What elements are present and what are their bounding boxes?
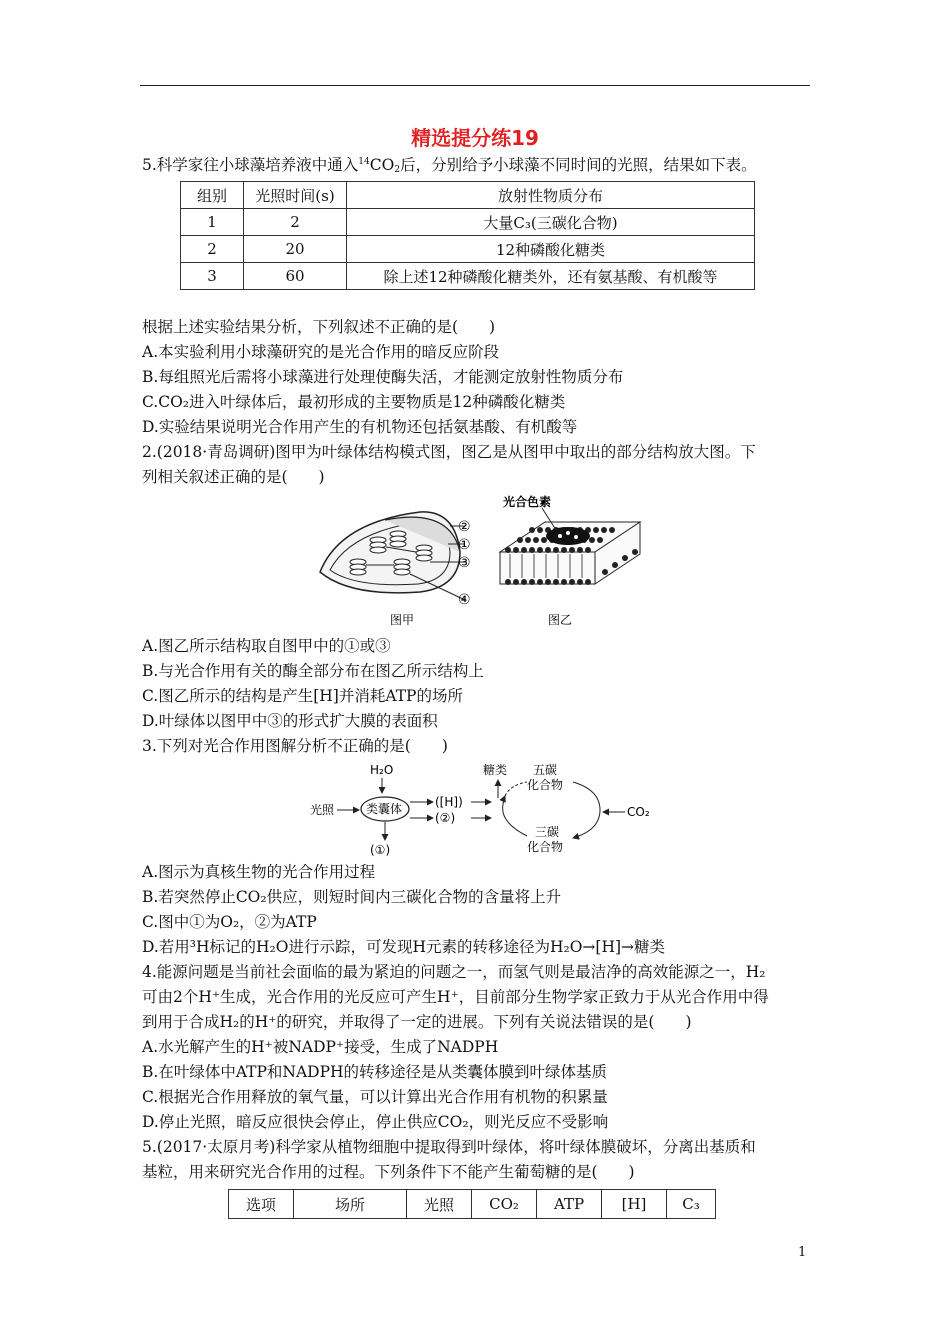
sugar-label: 糖类: [483, 763, 508, 777]
table-header-cell: 光照时间(s): [244, 182, 347, 209]
h2o-label: H₂O: [370, 763, 394, 777]
table-header-row: [181, 182, 755, 209]
table-row: [181, 263, 755, 290]
q1-option-d: D.实验结果说明光合作用产生的有机物还包括氨基酸、有机酸等: [142, 418, 578, 436]
label-3: ③: [458, 555, 471, 571]
table-header-cell: C₃: [667, 1190, 716, 1219]
q4-option-a: A.水光解产生的H⁺被NADP⁺接受，生成了NADPH: [142, 1038, 499, 1056]
table-header-cell: 场所: [294, 1190, 407, 1219]
caption-jia: 图甲: [390, 613, 415, 627]
thylakoid-label: 类囊体: [366, 802, 403, 816]
q4-stem-line1: 4.能源问题是当前社会面临的最为紧迫的问题之一，而氢气则是最洁净的高效能源之一，H₂: [142, 963, 766, 981]
label-2: ②: [458, 519, 471, 535]
table-header-cell: 组别: [181, 182, 244, 209]
q4-stem-line3: 到用于合成H₂的H⁺的研究，并取得了一定的进展。下列有关说法错误的是( ): [142, 1013, 692, 1031]
photosynthesis-diagram: [305, 760, 665, 860]
table-header-cell: CO₂: [472, 1190, 537, 1219]
q3-option-b: B.若突然停止CO₂供应，则短时间内三碳化合物的含量将上升: [142, 888, 562, 906]
table-cell: 2: [181, 236, 244, 263]
table-cell: 1: [181, 209, 244, 236]
q1-option-b: B.每组照光后需将小球藻进行处理使酶失活，才能测定放射性物质分布: [142, 368, 624, 386]
q2-stem-line2: 列相关叙述正确的是( ): [142, 468, 325, 486]
q1-option-a: A.本实验利用小球藻研究的是光合作用的暗反应阶段: [142, 343, 500, 361]
q3-option-c: C.图中①为O₂，②为ATP: [142, 913, 317, 931]
q2-option-d: D.叶绿体以图甲中③的形式扩大膜的表面积: [142, 712, 438, 730]
light-label: 光照: [310, 803, 335, 817]
q5-stem-line2: 基粒，用来研究光合作用的过程。下列条件下不能产生葡萄糖的是( ): [142, 1163, 635, 1181]
table-header-cell: 光照: [407, 1190, 472, 1219]
chloroplast-diagram: [320, 512, 465, 600]
h-label: ([H]): [435, 795, 463, 809]
q4-option-b: B.在叶绿体中ATP和NADPH的转移途径是从类囊体膜到叶绿体基质: [142, 1063, 608, 1081]
c3-label-1: 三碳: [535, 825, 560, 839]
c5-label-1: 五碳: [533, 763, 558, 777]
p1-label: (①): [370, 843, 391, 857]
table-row: [181, 236, 755, 263]
q3-option-a: A.图示为真核生物的光合作用过程: [142, 863, 376, 881]
table-header-cell: [H]: [602, 1190, 667, 1219]
q5-conditions-table: [228, 1189, 716, 1219]
table-row: [181, 209, 755, 236]
table-cell: 2: [244, 209, 347, 236]
q2-option-a: A.图乙所示结构取自图甲中的①或③: [142, 637, 391, 655]
header-rule: [140, 85, 810, 86]
table-header-cell: ATP: [537, 1190, 602, 1219]
table-header-cell: 选项: [229, 1190, 294, 1219]
q3-option-d: D.若用³H标记的H₂O进行示踪，可发现H元素的转移途径为H₂O→[H]→糖类: [142, 938, 666, 956]
q2-option-c: C.图乙所示的结构是产生[H]并消耗ATP的场所: [142, 687, 463, 705]
table-header-cell: 放射性物质分布: [347, 182, 755, 209]
membrane-diagram: [500, 508, 640, 585]
q2-stem-line1: 2.(2018·青岛调研)图甲为叶绿体结构模式图，图乙是从图甲中取出的部分结构放大图。下: [142, 443, 756, 461]
q1-stem: 5.科学家往小球藻培养液中通入$^{14}CO_2$后，分别给予小球藻不同时间的光照，结果如下表。: [142, 156, 757, 175]
label-1: ①: [458, 537, 471, 553]
q2-option-b: B.与光合作用有关的酶全部分布在图乙所示结构上: [142, 662, 484, 680]
q4-stem-line2: 可由2个H⁺生成，光合作用的光反应可产生H⁺，目前部分生物学家正致力于从光合作用中得: [142, 988, 769, 1006]
page-number: 1: [798, 1245, 807, 1260]
table-cell: 大量C₃(三碳化合物): [347, 209, 755, 236]
caption-yi: 图乙: [548, 613, 573, 627]
table-cell: 3: [181, 263, 244, 290]
co2-label: CO₂: [627, 805, 650, 819]
table-cell: 20: [244, 236, 347, 263]
q5-stem-line1: 5.(2017·太原月考)科学家从植物细胞中提取得到叶绿体，将叶绿体膜破坏，分离出基质和: [142, 1138, 756, 1156]
q1-option-c: C.CO₂进入叶绿体后，最初形成的主要物质是12种磷酸化糖类: [142, 393, 566, 411]
table-cell: 12种磷酸化糖类: [347, 236, 755, 263]
table-cell: 除上述12种磷酸化糖类外，还有氨基酸、有机酸等: [347, 263, 755, 290]
table-header-row: [229, 1190, 716, 1219]
c3-label-2: 化合物: [527, 840, 564, 854]
c5-label-2: 化合物: [527, 778, 564, 792]
q4-option-d: D.停止光照，暗反应很快会停止，停止供应CO₂，则光反应不受影响: [142, 1113, 609, 1131]
chloroplast-figure: [310, 492, 650, 632]
q1-question: 根据上述实验结果分析，下列叙述不正确的是( ): [142, 318, 496, 336]
label-4: ④: [458, 592, 471, 608]
pigment-label: 光合色素: [503, 495, 552, 509]
page-title: 精选提分练19: [411, 126, 539, 150]
table-cell: 60: [244, 263, 347, 290]
q4-option-c: C.根据光合作用释放的氧气量，可以计算出光合作用有机物的积累量: [142, 1088, 608, 1106]
q3-stem: 3.下列对光合作用图解分析不正确的是( ): [142, 737, 448, 755]
p2-label: (②): [435, 811, 456, 825]
q1-results-table: [180, 181, 755, 290]
